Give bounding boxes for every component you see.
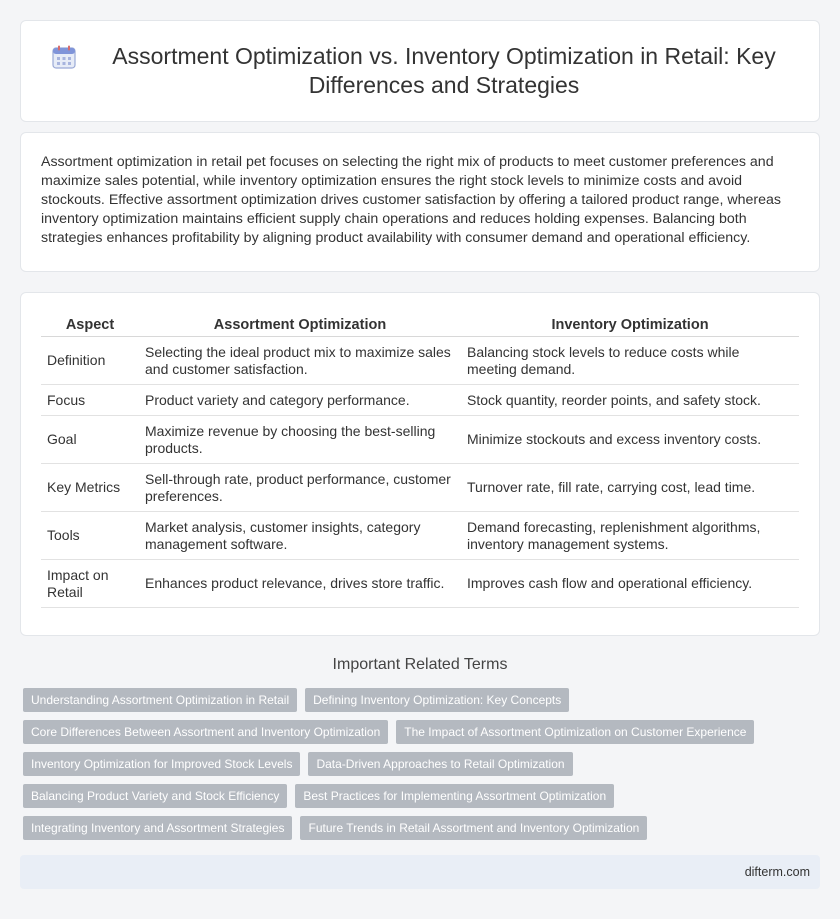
table-cell: Enhances product relevance, drives store traffic. (139, 560, 461, 608)
related-term-tag[interactable]: Core Differences Between Assortment and Inventory Optimization (23, 720, 388, 744)
table-cell: Key Metrics (41, 464, 139, 512)
footer-site-link[interactable]: difterm.com (744, 865, 810, 879)
table-cell: Product variety and category performance. (139, 385, 461, 416)
related-term-tag[interactable]: Balancing Product Variety and Stock Efficiency (23, 784, 287, 808)
table-cell: Stock quantity, reorder points, and safety stock. (461, 385, 799, 416)
footer (20, 855, 820, 889)
summary-card (20, 132, 820, 272)
related-term-tag[interactable]: Defining Inventory Optimization: Key Concepts (305, 688, 569, 712)
related-term-tag[interactable]: The Impact of Assortment Optimization on Customer Experience (396, 720, 754, 744)
table-row (41, 464, 799, 512)
table-cell: Demand forecasting, replenishment algorithms, inventory management systems. (461, 512, 799, 560)
related-term-tag[interactable]: Data-Driven Approaches to Retail Optimization (308, 752, 572, 776)
table-cell: Improves cash flow and operational efficiency. (461, 560, 799, 608)
table-row (41, 337, 799, 385)
table-cell: Focus (41, 385, 139, 416)
table-row (41, 512, 799, 560)
table-cell: Definition (41, 337, 139, 385)
table-cell: Tools (41, 512, 139, 560)
related-term-tag[interactable]: Inventory Optimization for Improved Stock Levels (23, 752, 300, 776)
header-inventory: Inventory Optimization (461, 315, 799, 337)
related-term-tag[interactable]: Integrating Inventory and Assortment Strategies (23, 816, 292, 840)
tag-row (23, 720, 823, 744)
header-assortment: Assortment Optimization (139, 315, 461, 337)
related-term-tag[interactable]: Understanding Assortment Optimization in Retail (23, 688, 297, 712)
table-cell: Market analysis, customer insights, category management software. (139, 512, 461, 560)
table-cell: Turnover rate, fill rate, carrying cost, lead time. (461, 464, 799, 512)
table-header-row (41, 315, 799, 337)
table-cell: Balancing stock levels to reduce costs while meeting demand. (461, 337, 799, 385)
tag-row (23, 752, 823, 776)
table-cell: Goal (41, 416, 139, 464)
comparison-table (41, 315, 799, 608)
tag-row (23, 784, 823, 808)
table-cell: Maximize revenue by choosing the best-selling products. (139, 416, 461, 464)
comparison-table-card (20, 292, 820, 636)
summary-text: Assortment optimization in retail pet focuses on selecting the right mix of products to meet customer preferences and maximize sales potential, while inventory optimization ensures the right stock levels to minimize costs and avoid stockouts. Effective assortment optimization drives customer satisfaction by offering a tailored product range, whereas inventory optimization maintains efficient supply chain operations and reduces holding expenses. Balancing both strategies enhances profitability by aligning product availability with consumer demand and operational efficiency. (41, 154, 781, 246)
table-cell: Sell-through rate, product performance, customer preferences. (139, 464, 461, 512)
table-row (41, 385, 799, 416)
table-cell: Impact on Retail (41, 560, 139, 608)
header-card (20, 20, 820, 122)
table-row (41, 416, 799, 464)
calendar-icon (51, 44, 77, 70)
header-aspect: Aspect (41, 315, 139, 337)
tag-row (23, 688, 823, 712)
page-title: Assortment Optimization vs. Inventory Optimization in Retail: Key Differences and Strategies (112, 43, 776, 98)
related-term-tag[interactable]: Best Practices for Implementing Assortment Optimization (295, 784, 614, 808)
related-term-tag[interactable]: Future Trends in Retail Assortment and Inventory Optimization (300, 816, 647, 840)
table-row (41, 560, 799, 608)
related-terms-list (23, 688, 823, 848)
related-terms-title: Important Related Terms (332, 656, 508, 673)
tag-row (23, 816, 823, 840)
table-cell: Selecting the ideal product mix to maximize sales and customer satisfaction. (139, 337, 461, 385)
table-cell: Minimize stockouts and excess inventory costs. (461, 416, 799, 464)
